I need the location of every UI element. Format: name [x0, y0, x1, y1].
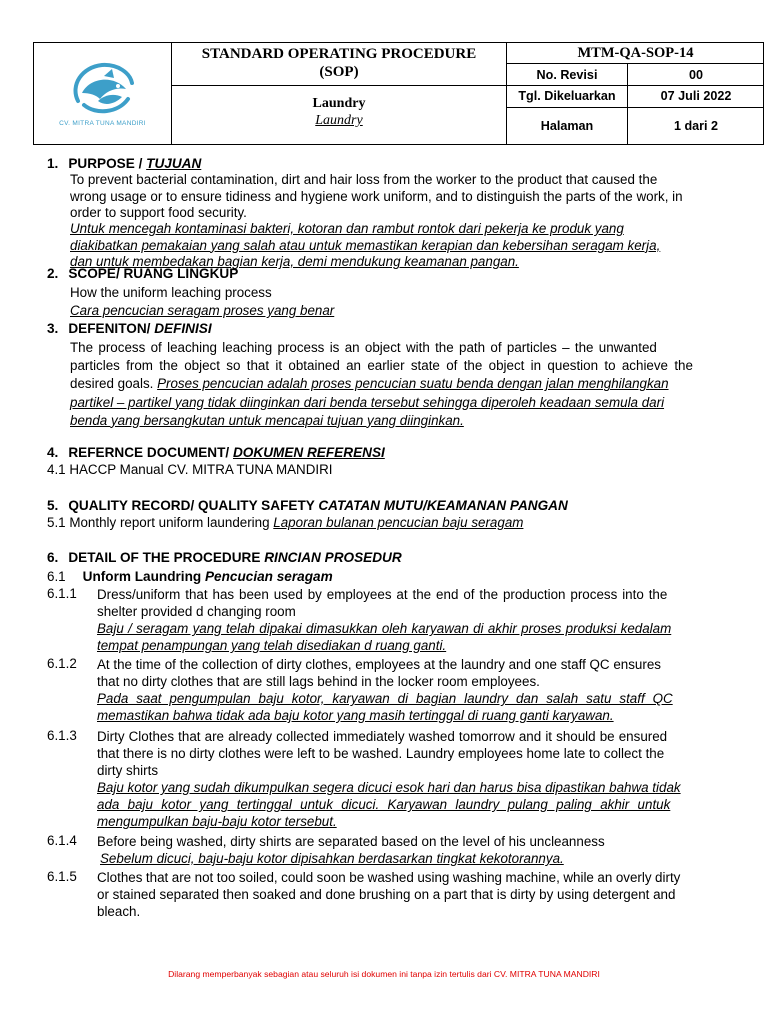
sop-title-line1: STANDARD OPERATING PROCEDURE: [201, 46, 477, 62]
revision-label: No. Revisi: [536, 68, 598, 82]
subject-title: Laundry: [312, 96, 366, 111]
step-6-1-3-number: 6.1.3: [47, 728, 77, 743]
section-2-text-en: How the uniform leaching process: [70, 285, 272, 300]
section-3-text: The process of leaching leaching process is an object with the path of particles – the unwanted particles from the object so that it obtained an earlier state of the object in question to achieve the desired goals. Proses pencucian adalah proses pencucian suatu benda dengan jalan menghilangkan partikel – partikel yang tidak diinginkan dari benda tersebut sehingga diperoleh keadaan semula dari benda yang bersangkutan untuk mencapai tujuan yang diinginkan.: [70, 340, 693, 428]
section-1-text-id: Untuk mencegah kontaminasi bakteri, kotoran dan rambut rontok dari pekerja ke produk yang diakibatkan pemakaian yang salah atau untuk memastikan kerapian dan kebersihan seragam kerja, dan untuk membedakan bagian kerja, demi mendukung keamanan pangan.: [70, 221, 661, 269]
copyright-footer: Dilarang memperbanyak sebagian atau seluruh isi dokumen ini tanpa izin tertulis dari CV. MITRA TUNA MANDIRI: [168, 969, 600, 979]
section-6-1-heading: 6.1 Unform Laundring Pencucian seragam: [47, 569, 333, 584]
section-5-item: 5.1 Monthly report uniform laundering Laporan bulanan pencucian baju seragam: [47, 515, 524, 530]
step-6-1-4-number: 6.1.4: [47, 833, 77, 848]
section-4-heading: 4. REFERNCE DOCUMENT/ DOKUMEN REFERENSI: [47, 445, 385, 460]
step-6-1-2-number: 6.1.2: [47, 656, 77, 671]
section-2-text-id: Cara pencucian seragam proses yang benar: [70, 303, 335, 318]
issue-date-value: 07 Juli 2022: [660, 89, 732, 103]
section-5-heading: 5. QUALITY RECORD/ QUALITY SAFETY CATATAN MUTU/KEAMANAN PANGAN: [47, 498, 568, 513]
section-2-heading: 2. SCOPE/ RUANG LINGKUP: [47, 266, 239, 281]
section-6-heading: 6. DETAIL OF THE PROCEDURE RINCIAN PROSEDUR: [47, 550, 402, 565]
page-value: 1 dari 2: [673, 119, 719, 133]
sop-title-line2: (SOP): [319, 64, 359, 80]
step-6-1-5-number: 6.1.5: [47, 869, 77, 884]
revision-value: 00: [688, 68, 703, 82]
step-6-1-1-text: Dress/uniform that has been used by employees at the end of the production process into the shelter provided d changing room Baju / seragam yang telah dipakai dimasukkan oleh karyawan di akhir proses produksi kedalam tempat penampungan yang telah disediakan d ruang ganti.: [97, 587, 672, 653]
subject-title-id: Laundry: [315, 113, 363, 128]
section-1-text-en: To prevent bacterial contamination, dirt and hair loss from the worker to the product that caused the wrong usage or to ensure tidiness and hygiene work uniform, and to distinguish the parts of the work, in order to support food security.: [70, 172, 683, 220]
page-label: Halaman: [540, 119, 594, 133]
step-6-1-5-text: Clothes that are not too soiled, could soon be washed using washing machine, while an overly dirty or stained separated then soaked and done brushing on a part that is dirty by using detergent and bleach.: [97, 870, 681, 919]
section-3-heading: 3. DEFENITON/ DEFINISI: [47, 321, 212, 336]
step-6-1-2-text: At the time of the collection of dirty clothes, employees at the laundry and one staff QC ensures that no dirty clothes that are still lags behind in the locker room employees. Pada saat pengumpulan baju kotor, karyawan di bagian laundry dan salah satu staff QC memastikan bahwa tidak ada baju kotor yang masih tertinggal di ruang ganti karyawan.: [97, 657, 673, 723]
section-4-item: 4.1 HACCP Manual CV. MITRA TUNA MANDIRI: [47, 462, 333, 477]
document-code: MTM-QA-SOP-14: [577, 45, 694, 61]
issue-date-label: Tgl. Dikeluarkan: [518, 89, 616, 103]
step-6-1-3-text: Dirty Clothes that are already collected immediately washed tomorrow and it should be ensured that there is no dirty clothes were left to be washed. Laundry employees home late to collect the dirty shirts Baju kotor yang sudah dikumpulkan segera dicuci esok hari dan harus bisa dipastikan bahwa tidak ada baju kotor yang tertinggal untuk dicuci. Karyawan laundry pulang paling akhir untuk mengumpulkan baju-baju kotor tersebut.: [97, 729, 681, 829]
step-6-1-1-number: 6.1.1: [47, 586, 77, 601]
section-1-heading: 1. PURPOSE / TUJUAN: [47, 156, 202, 171]
step-6-1-4-text: Before being washed, dirty shirts are separated based on the level of his uncleanness Sebelum dicuci, baju-baju kotor dipisahkan berdasarkan tingkat kekotorannya.: [97, 834, 605, 866]
logo-company-name: CV. MITRA TUNA MANDIRI: [59, 119, 146, 127]
